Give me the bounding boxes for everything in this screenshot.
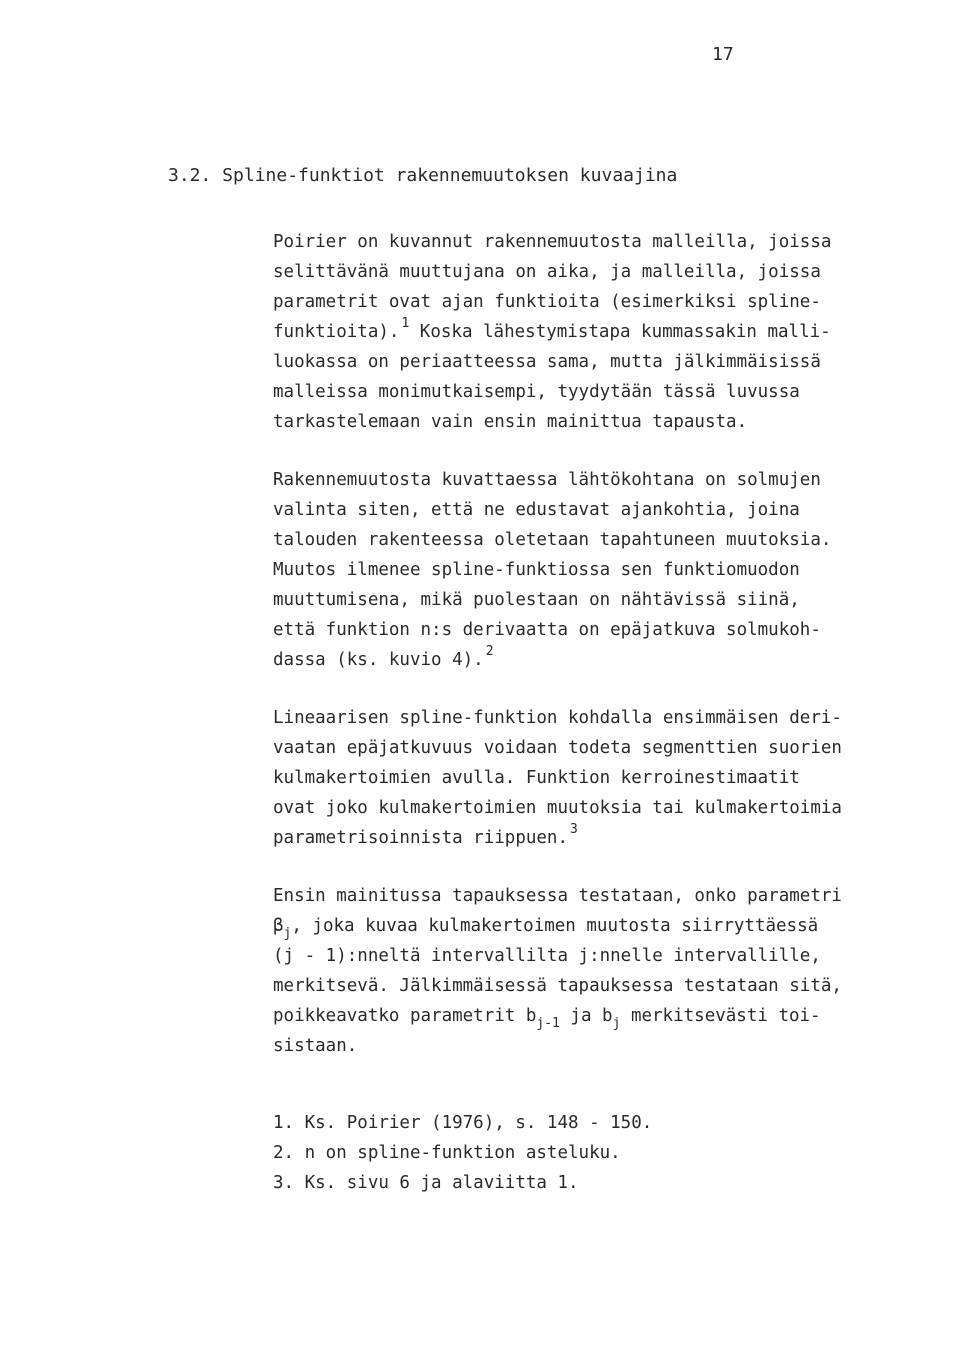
paragraph-line: Ensin mainitussa tapauksessa testataan, onko parametri xyxy=(273,886,842,906)
paragraph-line: parametrit ovat ajan funktioita (esimerkiksi spline- xyxy=(273,292,821,312)
paragraph-line: kulmakertoimien avulla. Funktion kerroinestimaatit xyxy=(273,768,800,788)
text-segment: , joka kuvaa kulmakertoimen muutosta siirryttäessä xyxy=(291,916,819,936)
text-segment: ja b xyxy=(559,1006,613,1026)
footnote-reference: 1 xyxy=(401,316,410,331)
paragraph-line: malleissa monimutkaisempi, tyydytään tässä luvussa xyxy=(273,382,800,402)
paragraph-line: vaatan epäjatkuvuus voidaan todeta segmenttien suorien xyxy=(273,738,842,758)
paragraph-line: talouden rakenteessa oletetaan tapahtuneen muutoksia. xyxy=(273,530,832,550)
paragraph-line: tarkastelemaan vain ensin mainittua tapausta. xyxy=(273,412,748,432)
text-segment: merkitsevästi toi- xyxy=(620,1006,821,1026)
paragraph-line: sistaan. xyxy=(273,1036,358,1056)
text-segment: poikkeavatko parametrit b xyxy=(273,1006,537,1026)
paragraph-line: (j - 1):nneltä intervallilta j:nnelle intervallille, xyxy=(273,946,821,966)
paragraph-line xyxy=(273,1006,821,1031)
footnote: 2. n on spline-funktion asteluku. xyxy=(273,1143,621,1163)
text-segment: β xyxy=(273,916,284,936)
footnote: 1. Ks. Poirier (1976), s. 148 - 150. xyxy=(273,1113,653,1133)
paragraph-line xyxy=(273,822,578,848)
paragraph-line: valinta siten, että ne edustavat ajankohtia, joina xyxy=(273,500,800,520)
paragraph-line: että funktion n:s derivaatta on epäjatkuva solmukoh- xyxy=(273,620,821,640)
paragraph-line: muuttumisena, mikä puolestaan on nähtävissä siinä, xyxy=(273,590,800,610)
paragraph-line: merkitsevä. Jälkimmäisessä tapauksessa testataan sitä, xyxy=(273,976,842,996)
paragraph-line xyxy=(273,316,831,342)
paragraph-line: selittävänä muuttujana on aika, ja malleilla, joissa xyxy=(273,262,821,282)
paragraph-line: Rakennemuutosta kuvattaessa lähtökohtana on solmujen xyxy=(273,470,821,490)
paragraph-line xyxy=(273,644,494,670)
text-segment: parametrisoinnista riippuen. xyxy=(273,828,569,848)
paragraph-line: Poirier on kuvannut rakennemuutosta malleilla, joissa xyxy=(273,232,832,252)
text-segment: funktioita). xyxy=(273,322,400,342)
section-heading: 3.2. Spline-funktiot rakennemuutoksen kuvaajina xyxy=(168,165,678,186)
footnote-reference: 3 xyxy=(570,822,578,837)
page-number: 17 xyxy=(712,44,734,65)
paragraph-line: ovat joko kulmakertoimien muutoksia tai kulmakertoimia xyxy=(273,798,842,818)
subscript: j xyxy=(612,1016,621,1031)
footnote: 3. Ks. sivu 6 ja alaviitta 1. xyxy=(273,1173,579,1193)
subscript: j-1 xyxy=(536,1016,560,1031)
paragraph-line: luokassa on periaatteessa sama, mutta jälkimmäisissä xyxy=(273,352,821,372)
paragraph-line xyxy=(273,916,819,941)
footnote-reference: 2 xyxy=(485,644,494,659)
text-segment: dassa (ks. kuvio 4). xyxy=(273,650,484,670)
text-segment: Koska lähestymistapa kummassakin malli- xyxy=(409,322,831,342)
subscript: j xyxy=(283,926,292,941)
paragraph-line: Muutos ilmenee spline-funktiossa sen funktiomuodon xyxy=(273,560,800,580)
paragraph-line: Lineaarisen spline-funktion kohdalla ensimmäisen deri- xyxy=(273,708,842,728)
